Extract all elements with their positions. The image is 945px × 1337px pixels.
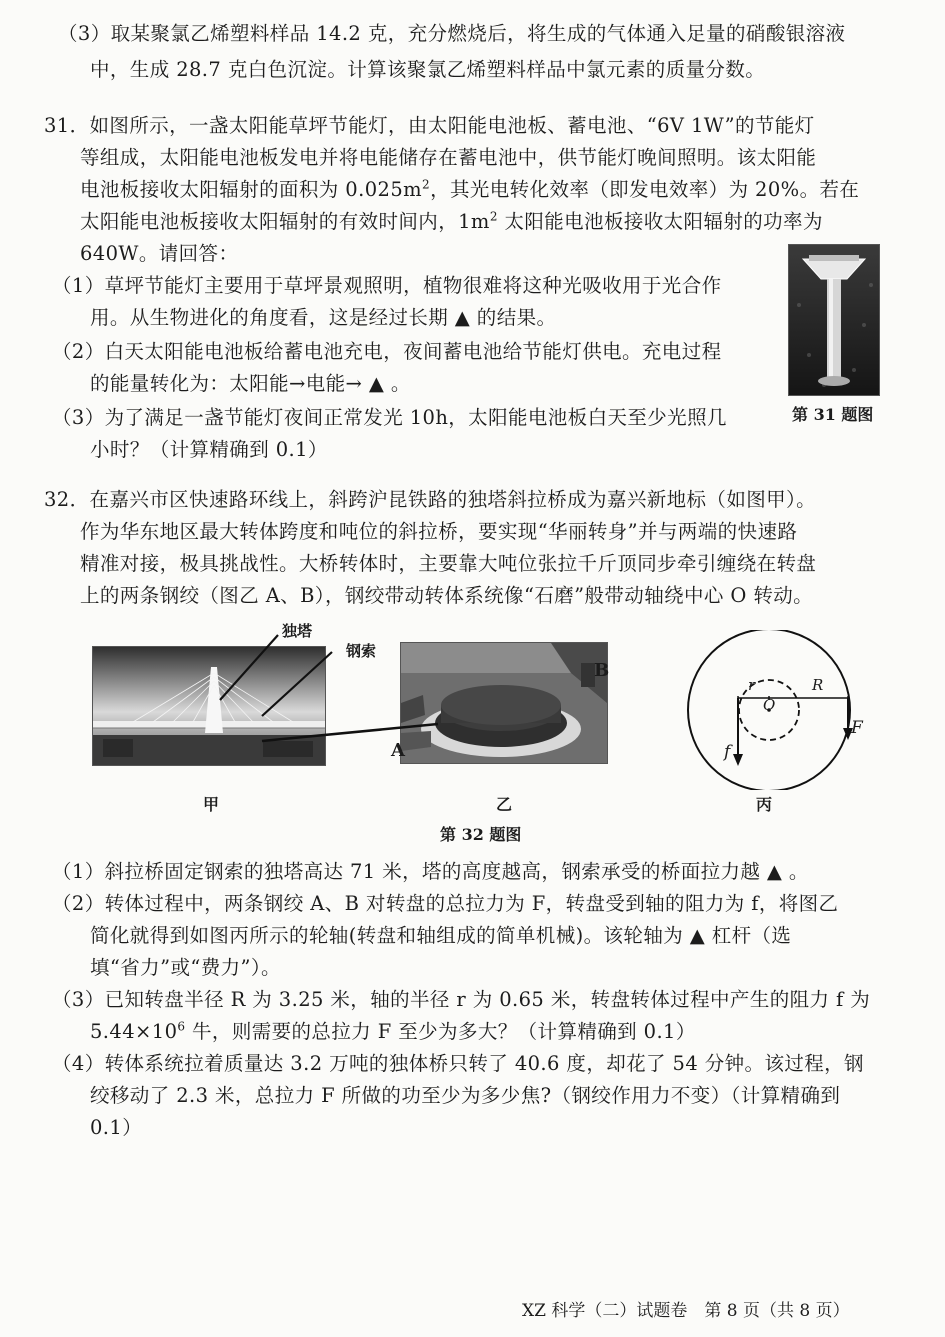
q31-sub2-line2: 的能量转化为：太阳能→电能→ ▲ 。 <box>90 372 411 395</box>
q32-stem-line2: 作为华东地区最大转体跨度和吨位的斜拉桥，要实现“华丽转身”并与两端的快速路 <box>80 520 798 543</box>
q31-stem-line4b: 太阳能电池板接收太阳辐射的功率为 <box>497 210 823 233</box>
q32-sub2-line3: 填“省力”或“费力”）。 <box>90 956 281 979</box>
q32-label-point-a: A <box>391 740 405 761</box>
q31-sub3-line2: 小时？（计算精确到 0.1） <box>90 438 328 461</box>
q32-stem-line1: 32．在嘉兴市区快速路环线上，斜跨沪昆铁路的独塔斜拉桥成为嘉兴新地标（如图甲）。 <box>44 488 817 511</box>
q32-sub1: （1）斜拉桥固定钢索的独塔高达 71 米，塔的高度越高，钢索承受的桥面拉力越 ▲ 。 <box>52 860 809 883</box>
q32-sub3-line1: （3）已知转盘半径 R 为 3.25 米，轴的半径 r 为 0.65 米，转盘转体过程中产生的阻力 f 为 <box>52 988 871 1011</box>
q32-sub2-line2: 简化就得到如图丙所示的轮轴(转盘和轴组成的简单机械)。该轮轴为 ▲ 杠杆（选 <box>90 924 792 947</box>
q31-sub1-line2: 用。从生物进化的角度看，这是经过长期 ▲ 的结果。 <box>90 306 557 329</box>
q32-sub3-line2b: 牛，则需要的总拉力 F 至少为多大？（计算精确到 0.1） <box>185 1020 696 1043</box>
q32-label-point-b: B <box>594 660 610 681</box>
q32-sub3-line2a: 5.44×10 <box>90 1020 178 1043</box>
q32-sub3-line2 <box>90 1016 696 1048</box>
q32-label-force-F: F <box>851 718 863 738</box>
q31-stem-line3b: ，其光电转化效率（即发电效率）为 20%。若在 <box>430 178 860 201</box>
q31-stem-line3-sup: 2 <box>422 177 431 192</box>
q32-stem-line4: 上的两条钢绞（图乙 A、B），钢绞带动转体系统像“石磨”般带动轴绕中心 O 转动。 <box>80 584 814 607</box>
q31-sub3-line1: （3）为了满足一盏节能灯夜间正常发光 10h，太阳能电池板白天至少光照几 <box>52 406 727 429</box>
q32-sub4-line3: 0.1） <box>90 1116 143 1139</box>
q31-stem-line4a: 太阳能电池板接收太阳辐射的有效时间内，1m <box>80 210 490 233</box>
q32-subfigure-bing: 丙 <box>756 795 773 814</box>
q32-sub3-line2-sup: 6 <box>177 1019 186 1034</box>
q32-subfigure-yi: 乙 <box>496 795 513 814</box>
q32-figure-caption: 第 32 题图 <box>440 825 522 844</box>
q32-label-force-f: f <box>724 742 731 762</box>
q31-sub2-line1: （2）白天太阳能电池板给蓄电池充电，夜间蓄电池给节能灯供电。充电过程 <box>52 340 722 363</box>
q31-stem-line3a: 电池板接收太阳辐射的面积为 0.025m <box>80 178 423 201</box>
q31-stem-line4-sup: 2 <box>489 209 498 224</box>
page-footer: XZ 科学（二）试题卷 第 8 页（共 8 页） <box>522 1301 850 1321</box>
q30-3-line2: 中，生成 28.7 克白色沉淀。计算该聚氯乙烯塑料样品中氯元素的质量分数。 <box>90 58 766 81</box>
q30-3-line1: （3）取某聚氯乙烯塑料样品 14.2 克，充分燃烧后，将生成的气体通入足量的硝酸银溶液 <box>58 22 846 45</box>
q32-label-cable: 钢索 <box>346 642 377 660</box>
q32-label-radius-r: r <box>748 676 756 694</box>
q32-stem-line3: 精准对接，极具挑战性。大桥转体时，主要靠大吨位张拉千斤顶同步牵引缠绕在转盘 <box>80 552 817 575</box>
q32-sub2-line1: （2）转体过程中，两条钢绞 A、B 对转盘的总拉力为 F，转盘受到轴的阻力为 f，将图乙 <box>52 892 839 915</box>
q32-subfigure-jia: 甲 <box>203 795 220 814</box>
q32-label-radius-R: R <box>812 676 824 694</box>
q31-sub1-line1: （1）草坪节能灯主要用于草坪景观照明，植物很难将这种光吸收用于光合作 <box>52 274 722 297</box>
q32-sub4-line1: （4）转体系统拉着质量达 3.2 万吨的独体桥只转了 40.6 度，却花了 54 分钟。该过程，钢 <box>52 1052 864 1075</box>
q31-figure-caption: 第 31 题图 <box>792 405 874 424</box>
q31-stem-line1: 31．如图所示，一盏太阳能草坪节能灯，由太阳能电池板、蓄电池、“6V 1W”的节能灯 <box>44 114 815 137</box>
q31-stem-line5: 640W。请回答： <box>80 242 239 265</box>
q31-stem-line2: 等组成，太阳能电池板发电并将电能储存在蓄电池中，供节能灯晚间照明。该太阳能 <box>80 146 817 169</box>
q32-sub4-line2: 绞移动了 2.3 米，总拉力 F 所做的功至少为多少焦?（钢绞作用力不变）（计算精确到 <box>90 1084 841 1107</box>
q32-label-tower: 独塔 <box>282 622 313 640</box>
q32-label-center-o: O <box>763 696 776 714</box>
